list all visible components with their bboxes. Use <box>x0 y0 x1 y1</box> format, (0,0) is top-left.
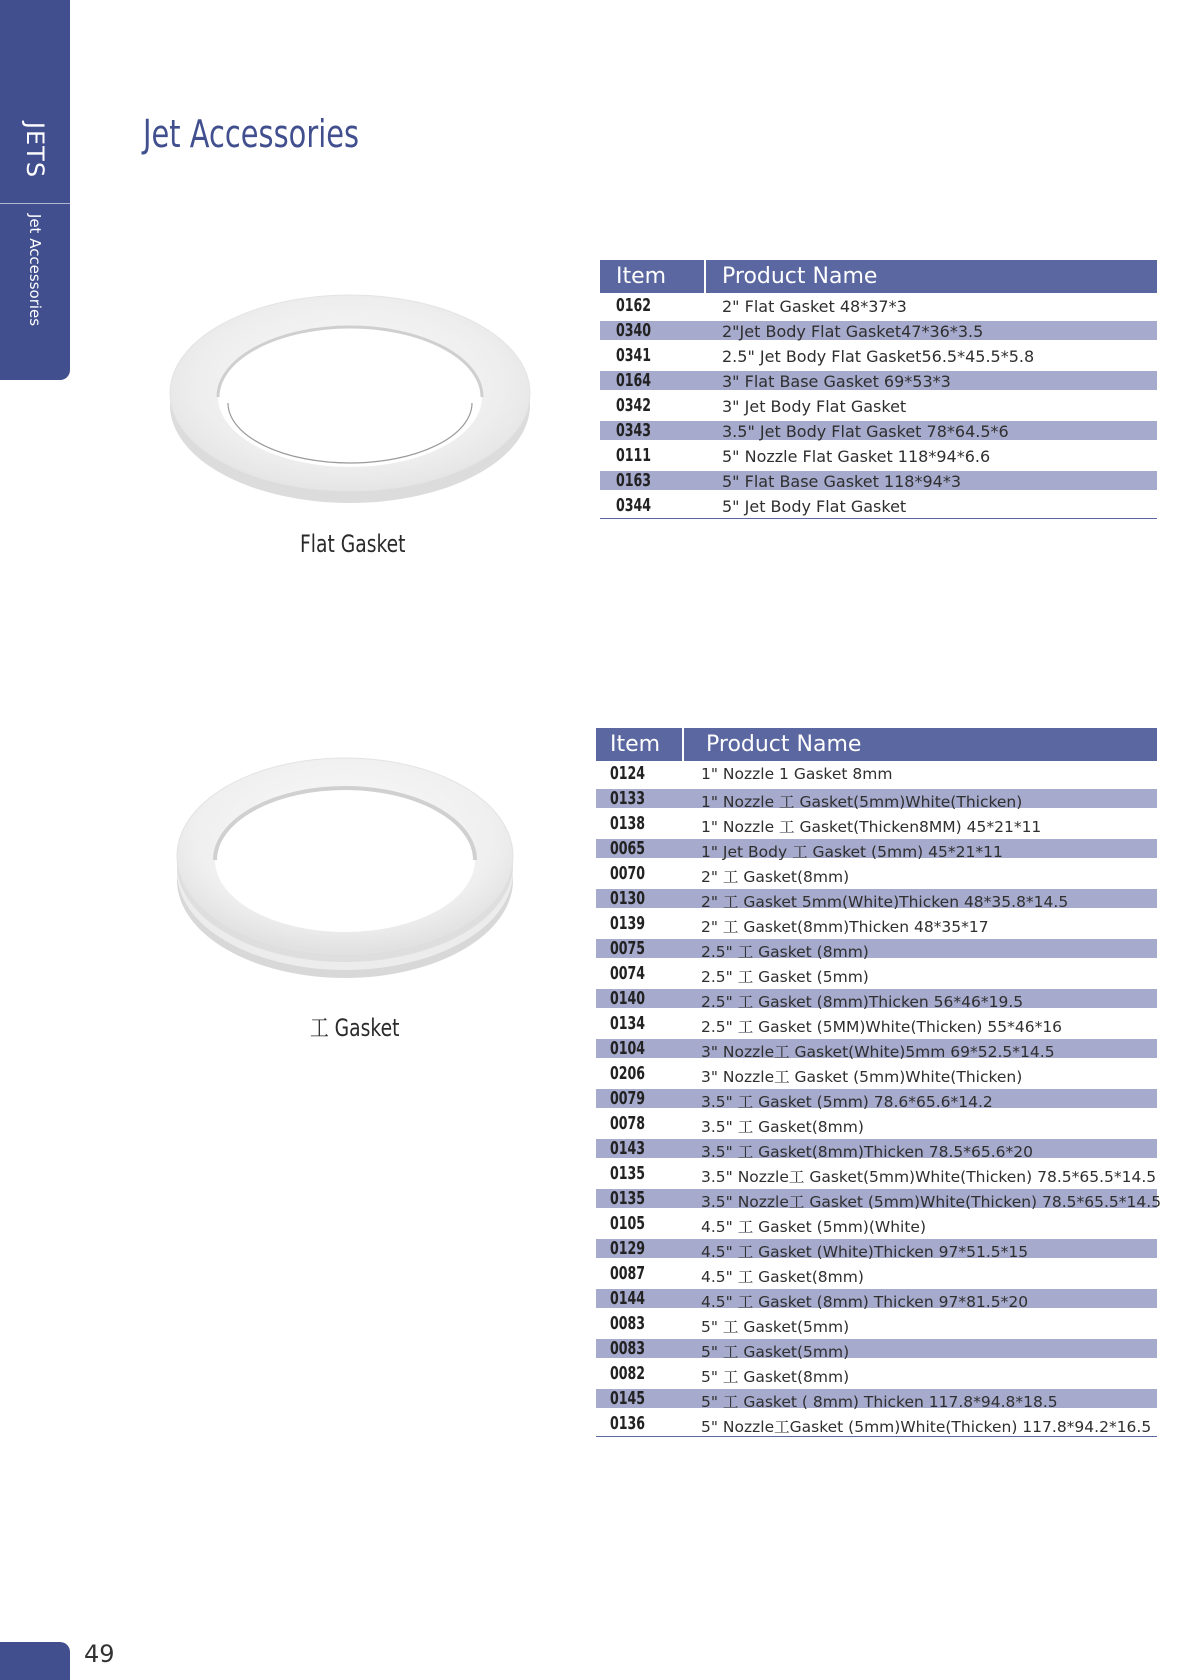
table-row <box>600 493 1157 518</box>
item-code: 0105 <box>610 1213 646 1234</box>
header-separator <box>682 728 684 761</box>
table-row <box>600 293 1157 318</box>
item-code: 0130 <box>610 888 646 909</box>
page-title: Jet Accessories <box>143 112 360 156</box>
table-body <box>596 761 1162 1436</box>
page-tab <box>0 1642 70 1680</box>
product-name: 2" Flat Gasket 48*37*3 <box>722 297 907 316</box>
sidebar-subsection-label: Jet Accessories <box>26 213 44 327</box>
product-name: 1" Nozzle 工 Gasket(5mm)White(Thicken) <box>701 793 1023 811</box>
item-code: 0087 <box>610 1263 646 1284</box>
table-row <box>596 1261 1157 1286</box>
item-code: 0162 <box>616 295 652 316</box>
product-name: 2.5" 工 Gasket (8mm) <box>701 943 869 961</box>
product-name: 5" Jet Body Flat Gasket <box>722 497 907 516</box>
table-row <box>600 418 1157 443</box>
page-number: 49 <box>84 1640 115 1668</box>
product-name: 3" Jet Body Flat Gasket <box>722 397 907 416</box>
table-row <box>596 1161 1157 1186</box>
item-code: 0135 <box>610 1188 646 1209</box>
product-name: 3.5" Nozzle工 Gasket(5mm)White(Thicken) 78.5*65.5*14.5 <box>701 1168 1157 1186</box>
table-body <box>600 293 1157 518</box>
table-row <box>596 1111 1157 1136</box>
item-code: 0341 <box>616 345 652 366</box>
item-code: 0082 <box>610 1363 646 1384</box>
item-code: 0144 <box>610 1288 646 1309</box>
product-name: 2.5" 工 Gasket (5MM)White(Thicken) 55*46*16 <box>701 1018 1063 1036</box>
sidebar-tab <box>0 0 70 380</box>
flat-gasket-table <box>600 260 1157 519</box>
sidebar-divider <box>0 203 70 204</box>
item-code: 0083 <box>610 1313 646 1334</box>
product-name: 5" 工 Gasket(5mm) <box>701 1318 850 1336</box>
product-name: 3" Nozzle工 Gasket(White)5mm 69*52.5*14.5 <box>701 1043 1055 1061</box>
item-code: 0164 <box>616 370 652 391</box>
table-row <box>596 886 1157 911</box>
table-row <box>596 1211 1157 1236</box>
product-name: 3.5" Jet Body Flat Gasket 78*64.5*6 <box>722 422 1009 441</box>
table-header <box>596 728 1157 761</box>
table-row <box>596 1336 1157 1361</box>
table-row <box>596 1086 1157 1111</box>
item-code: 0138 <box>610 813 646 834</box>
item-code: 0133 <box>610 788 646 809</box>
product-name: 4.5" 工 Gasket(8mm) <box>701 1268 864 1286</box>
table-row <box>596 1036 1157 1061</box>
product-name: 2.5" 工 Gasket (5mm) <box>701 968 869 986</box>
product-name: 5" Flat Base Gasket 118*94*3 <box>722 472 961 491</box>
product-name: 5" Nozzle Flat Gasket 118*94*6.6 <box>722 447 991 466</box>
table-row <box>596 1411 1157 1436</box>
item-code: 0124 <box>610 763 646 784</box>
table-row <box>596 961 1157 986</box>
product-name: 1" Nozzle 工 Gasket(Thicken8MM) 45*21*11 <box>701 818 1042 836</box>
item-code: 0065 <box>610 838 646 859</box>
item-code: 0135 <box>610 1163 646 1184</box>
table-row <box>596 811 1157 836</box>
item-code: 0139 <box>610 913 646 934</box>
product-name: 3.5" Nozzle工 Gasket (5mm)White(Thicken) 78.5*65.5*14.5 <box>701 1193 1162 1211</box>
product-name: 2"Jet Body Flat Gasket47*36*3.5 <box>722 322 984 341</box>
item-code: 0083 <box>610 1338 646 1359</box>
header-item: Item <box>610 732 661 757</box>
item-code: 0136 <box>610 1413 646 1434</box>
item-code: 0163 <box>616 470 652 491</box>
product-name: 2" 工 Gasket 5mm(White)Thicken 48*35.8*14.5 <box>701 893 1069 911</box>
table-row <box>596 1361 1157 1386</box>
table-row <box>596 1011 1157 1036</box>
item-code: 0342 <box>616 395 652 416</box>
product-name: 3.5" 工 Gasket(8mm)Thicken 78.5*65.6*20 <box>701 1143 1033 1161</box>
table-row <box>596 761 1157 786</box>
product-name: 3" Nozzle工 Gasket (5mm)White(Thicken) <box>701 1068 1023 1086</box>
item-code: 0079 <box>610 1088 646 1109</box>
product-name: 5" Nozzle工Gasket (5mm)White(Thicken) 117.8*94.2*16.5 <box>701 1418 1152 1436</box>
item-code: 0145 <box>610 1388 646 1409</box>
table-row <box>600 468 1157 493</box>
product-name: 4.5" 工 Gasket (8mm) Thicken 97*81.5*20 <box>701 1293 1029 1311</box>
product-name: 1" Nozzle 1 Gasket 8mm <box>701 765 893 783</box>
i-gasket-image <box>170 748 520 988</box>
table-row <box>596 1386 1157 1411</box>
product-name: 2.5" 工 Gasket (8mm)Thicken 56*46*19.5 <box>701 993 1024 1011</box>
table-row <box>600 443 1157 468</box>
product-name: 2" 工 Gasket(8mm)Thicken 48*35*17 <box>701 918 989 936</box>
flat-gasket-image <box>160 265 540 515</box>
row-stripe <box>596 1339 1157 1358</box>
item-code: 0070 <box>610 863 646 884</box>
table-row <box>596 786 1157 811</box>
product-name: 5" 工 Gasket(8mm) <box>701 1368 850 1386</box>
product-name: 5" 工 Gasket(5mm) <box>701 1343 850 1361</box>
table-row <box>596 1286 1157 1311</box>
table-header <box>600 260 1157 293</box>
table-row <box>596 986 1157 1011</box>
table-row <box>600 393 1157 418</box>
table-row <box>596 1136 1157 1161</box>
product-name: 3.5" 工 Gasket (5mm) 78.6*65.6*14.2 <box>701 1093 993 1111</box>
table-row <box>596 911 1157 936</box>
product-name: 4.5" 工 Gasket (5mm)(White) <box>701 1218 926 1236</box>
i-gasket-caption: 工 Gasket <box>310 1014 400 1042</box>
product-name: 5" 工 Gasket ( 8mm) Thicken 117.8*94.8*18.5 <box>701 1393 1058 1411</box>
table-row <box>596 861 1157 886</box>
item-code: 0129 <box>610 1238 646 1259</box>
table-row <box>596 1311 1157 1336</box>
product-name: 2" 工 Gasket(8mm) <box>701 868 850 886</box>
item-code: 0111 <box>616 445 652 466</box>
table-row <box>596 1186 1162 1211</box>
product-name: 1" Jet Body 工 Gasket (5mm) 45*21*11 <box>701 843 1003 861</box>
header-separator <box>704 260 706 293</box>
header-product-name: Product Name <box>706 732 862 757</box>
table-row <box>596 1236 1157 1261</box>
flat-gasket-caption: Flat Gasket <box>300 530 406 558</box>
product-name: 4.5" 工 Gasket (White)Thicken 97*51.5*15 <box>701 1243 1029 1261</box>
product-name: 3" Flat Base Gasket 69*53*3 <box>722 372 951 391</box>
item-code: 0143 <box>610 1138 646 1159</box>
item-code: 0074 <box>610 963 646 984</box>
i-gasket-table <box>596 728 1162 1437</box>
item-code: 0134 <box>610 1013 646 1034</box>
table-row <box>596 1061 1157 1086</box>
item-code: 0075 <box>610 938 646 959</box>
header-item: Item <box>616 264 667 289</box>
header-product-name: Product Name <box>722 264 878 289</box>
product-name: 2.5" Jet Body Flat Gasket56.5*45.5*5.8 <box>722 347 1035 366</box>
table-row <box>600 318 1157 343</box>
table-row <box>600 343 1157 368</box>
product-name: 3.5" 工 Gasket(8mm) <box>701 1118 864 1136</box>
sidebar-section-label: JETS <box>21 121 49 179</box>
item-code: 0340 <box>616 320 652 341</box>
item-code: 0104 <box>610 1038 646 1059</box>
item-code: 0140 <box>610 988 646 1009</box>
table-row <box>596 836 1157 861</box>
table-row <box>600 368 1157 393</box>
item-code: 0343 <box>616 420 652 441</box>
item-code: 0206 <box>610 1063 646 1084</box>
item-code: 0344 <box>616 495 652 516</box>
table-row <box>596 936 1157 961</box>
row-stripe <box>596 939 1157 958</box>
item-code: 0078 <box>610 1113 646 1134</box>
